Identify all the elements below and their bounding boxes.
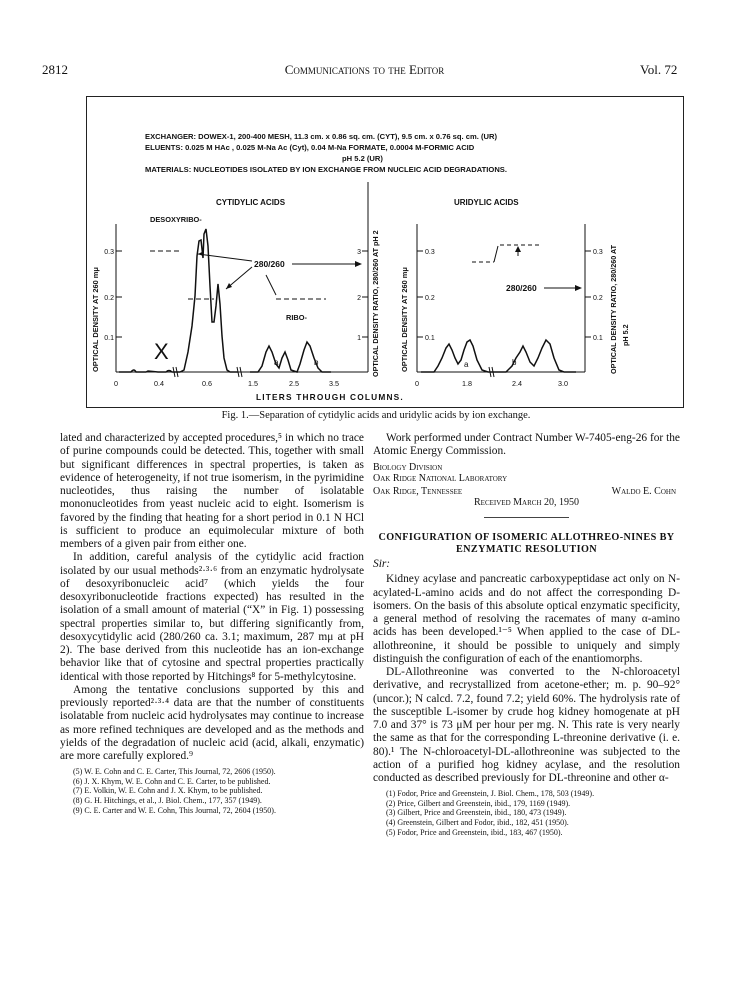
author: Waldo E. Cohn (611, 485, 676, 497)
ratio-tick-u-0.2: 0.2 (593, 295, 603, 302)
received-date: Received March 20, 1950 (474, 497, 579, 508)
left-column (60, 432, 364, 815)
footnote: (1) Fodor, Price and Greenstein, J. Biol. Chem., 178, 503 (1949). (386, 789, 595, 799)
ylabel-right-uridylic-ph: pH 5.2 (621, 324, 630, 346)
y-tick-u-0.2: 0.2 (425, 295, 435, 302)
label-desoxyribo: DESOXYRIBO- (150, 215, 202, 224)
panel-uridylic (400, 198, 630, 388)
footnote: (3) Gilbert, Price and Greenstein, ibid., 180, 473 (1949). (386, 808, 567, 818)
paragraph: In addition, careful analysis of the cytidylic acid fraction isolated by our usual methods²·³·⁶ from an enzymatic hydrolysate of desoxyribonucleic acid⁷ (which yields the four desoxyribonucleotide fractions expected) has resulted in the isolation of a small amount of material (“X” in Fig. 1) possessing spectral properties similar to, but differing significantly from, desoxycytidylic acid (280/260 ca. 3.1; maximum, 287 mμ at pH 2). The base derived from this nucleotide has an ion-exchange behavior like that of cytosine and spectral properties practically identical with those reported by Hitchings⁸ for 5-methylcytosine. (60, 551, 364, 683)
right-column (373, 432, 680, 837)
affiliation-3: Oak Ridge, Tennessee (373, 485, 463, 497)
curve-desoxyribo (119, 229, 238, 372)
x-tick-cyt-4: 2.5 (289, 379, 299, 388)
paragraph: Kidney acylase and pancreatic carboxypeptidase act only on N-acylated-L-amino acids and do not affect the corresponding D-isomers. On the basis of this absolute optical enzymatic specificity, a general method of resolving the racemates of many α-amino acids has been developed.¹⁻⁵ When applied to the case of DL-allothreonine, it should be possible to uniquely and simply distinguish the configuration of each of the enantiomorphs. (373, 573, 680, 665)
label-b-ur: b (512, 358, 517, 367)
affiliation-2: Oak Ridge National Laboratory (373, 473, 508, 484)
y-tick-u-0.1: 0.1 (425, 335, 435, 342)
footnote: (9) C. E. Carter and W. E. Cohn, This Journal, 72, 2604 (1950). (73, 805, 276, 815)
label-x: X (154, 339, 169, 364)
paragraph: DL-Allothreonine was converted to the N-chloroacetyl derivative, and recrystallized from acetone-ether; m. p. 90–92° (uncor.); N calcd. 7.2, found 7.2; yield 60%. The hydrolysis rate of the susceptible L-isomer by crude hog kidney homogenate at pH 7.0 and 37° is 73 μM per hour per mg. N. This rate is very nearly the same as that for the corresponding L-threonine derivative (i. e. 80).¹ The N-chloroacetyl-DL-allothreonine was subjected to the action of a purified hog kidney acylase, and the resolution conducted as described previously for DL-threonine and other α- (373, 666, 680, 784)
divider (484, 517, 569, 518)
x-tick-cyt-1: 0.4 (154, 379, 164, 388)
x-tick-cyt-5: 3.5 (329, 379, 339, 388)
paragraph: Among the tentative conclusions supported by this and previously reported²·³·⁴ data are that the number of constituents isolatable from nucleic acid hydrolysates may continue to increase as more refined techniques are developed and as the methods and yields of the degradation of nucleic acid (acid, alkali, enzymatic) are more carefully explored.⁹ (60, 683, 364, 762)
curve-uridylic (421, 340, 576, 372)
y-tick-0.2: 0.2 (104, 295, 114, 302)
panel-title-cytidylic: CYTIDYLIC ACIDS (216, 198, 286, 207)
salutation: Sir: (373, 558, 391, 570)
x-tick-ur-2: 2.4 (512, 379, 522, 388)
y-tick-0.3: 0.3 (104, 249, 114, 256)
y-tick-0.1: 0.1 (104, 335, 114, 342)
affiliation-1: Biology Division (373, 461, 443, 473)
ratio-tick-1: 1 (357, 335, 361, 342)
figure-info-2: ELUENTS: 0.025 M HAc , 0.025 M-Na Ac (Cyt), 0.04 M-Na FORMATE, 0.0004 M-FORMIC ACID (145, 143, 475, 152)
figure-info-3: pH 5.2 (UR) (342, 154, 383, 163)
x-tick-ur-1: 1.8 (462, 379, 472, 388)
label-ratio-uridylic: 280/260 (506, 283, 537, 293)
label-b-cyt: b (314, 358, 319, 367)
ylabel-left-uridylic: OPTICAL DENSITY AT 260 mμ (400, 267, 409, 372)
ylabel-right-cytidylic: OPTICAL DENSITY RATIO, 280/260 AT pH 2 (371, 230, 380, 377)
paragraph: lated and characterized by accepted procedures,⁵ in which no trace of purine compounds could be detected. This, together with small but significant differences in spectral properties, is taken as evidence of heterogeneity, if not true isomerism, in the pyrimidine nucleotides, thus raising the number of isolatable mononucleotides from yeast nucleic acid to eight. Isomerism is favored by the finding that heating for a short period in 0.1 N HCl is sufficient to produce an equimolecular mixture of both members of a given pair from either one. (60, 432, 364, 550)
x-tick-cyt-2: 0.6 (202, 379, 212, 388)
footnote: (4) Greenstein, Gilbert and Fodor, ibid., 182, 451 (1950). (386, 818, 569, 828)
figure-caption: Fig. 1.—Separation of cytidylic acids and uridylic acids by ion exchange. (221, 410, 531, 421)
figure-1 (86, 96, 684, 408)
ratio-tick-u-0.3: 0.3 (593, 249, 603, 256)
label-a-ur: a (464, 360, 469, 369)
x-tick-ur-0: 0 (415, 379, 419, 388)
paragraph: Work performed under Contract Number W-7405-eng-26 for the Atomic Energy Commission. (373, 432, 680, 458)
ylabel-right-uridylic: OPTICAL DENSITY RATIO, 280/260 AT (609, 244, 618, 374)
footnote: (7) E. Volkin, W. E. Cohn and J. X. Khym, to be published. (73, 786, 263, 796)
ratio-tick-u-0.1: 0.1 (593, 335, 603, 342)
panel-cytidylic (91, 182, 380, 388)
curve-ribo (250, 342, 331, 372)
x-axis-label: LITERS THROUGH COLUMNS. (256, 392, 404, 402)
running-title: Communications to the Editor (284, 62, 445, 77)
footnote: (2) Price, Gilbert and Greenstein, ibid., 179, 1169 (1949). (386, 798, 571, 808)
footnote: (5) Fodor, Price and Greenstein, ibid., 183, 467 (1950). (386, 827, 563, 837)
volume-label: Vol. 72 (640, 62, 678, 77)
figure-info-4: MATERIALS: NUCLEOTIDES ISOLATED BY ION EXCHANGE FROM NUCLEIC ACID DEGRADATIONS. (145, 165, 507, 174)
label-ribo: RIBO- (286, 313, 307, 322)
label-a-cyt: a (274, 358, 279, 367)
footnote: (5) W. E. Cohn and C. E. Carter, This Journal, 72, 2606 (1950). (73, 767, 276, 777)
figure-info-1: EXCHANGER: DOWEX-1, 200-400 MESH, 11.3 cm. x 0.86 sq. cm. (CYT), 9.5 cm. x 0.76 sq. cm. (UR) (145, 132, 497, 141)
ratio-tick-3: 3 (357, 249, 361, 256)
ratio-tick-2: 2 (357, 295, 361, 302)
footnote: (6) J. X. Khym, W. E. Cohn and C. E. Carter, to be published. (73, 776, 271, 786)
panel-title-uridylic: URIDYLIC ACIDS (454, 198, 519, 207)
page-number: 2812 (42, 62, 68, 77)
label-ratio-cytidylic: 280/260 (254, 259, 285, 269)
x-tick-cyt-3: 1.5 (248, 379, 258, 388)
x-tick-ur-3: 3.0 (558, 379, 568, 388)
article-title: CONFIGURATION OF ISOMERIC ALLOTHREO-NINES BY ENZYMATIC RESOLUTION (378, 532, 675, 555)
x-tick-cyt-0: 0 (114, 379, 118, 388)
footnote: (8) G. H. Hitchings, et al., J. Biol. Chem., 177, 357 (1949). (73, 796, 262, 806)
y-tick-u-0.3: 0.3 (425, 249, 435, 256)
ylabel-left-cytidylic: OPTICAL DENSITY AT 260 mμ (91, 267, 100, 372)
